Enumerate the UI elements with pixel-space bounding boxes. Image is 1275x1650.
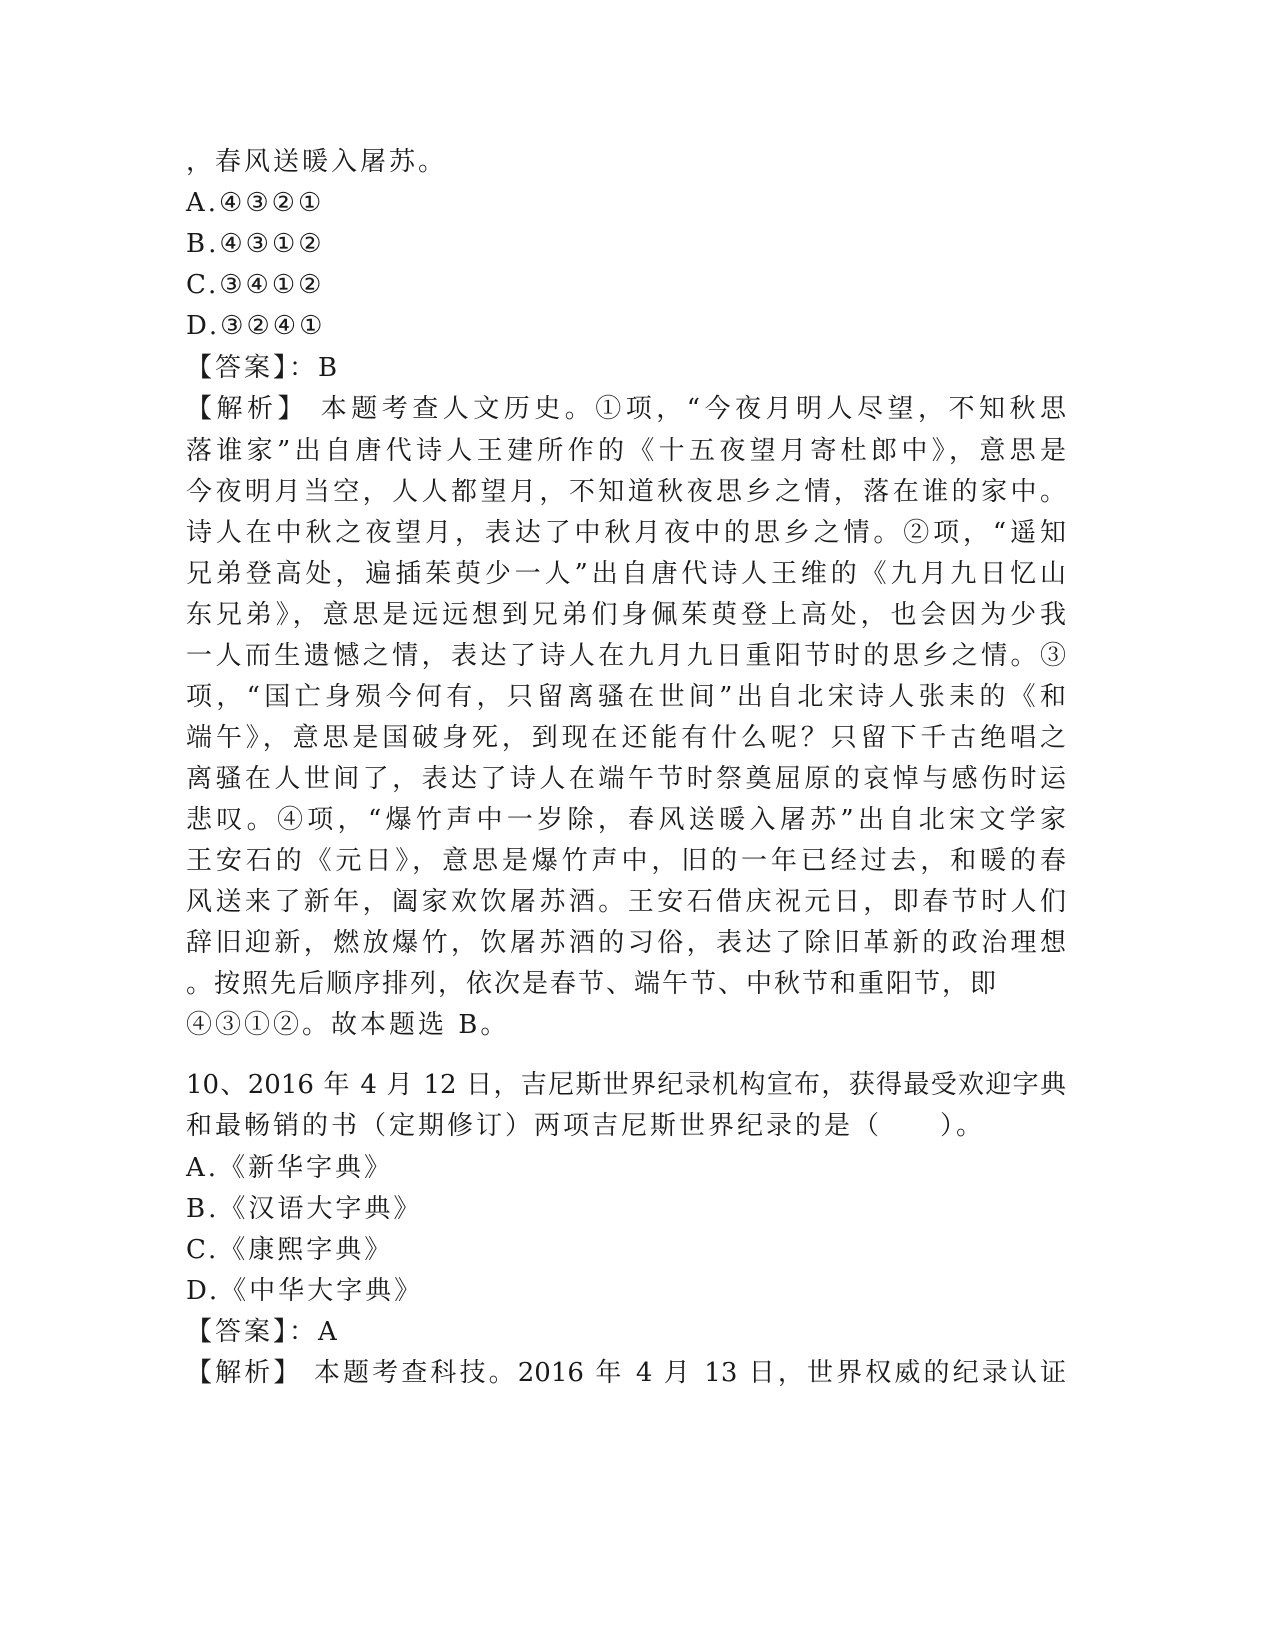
q9-option-c: C.③④①② — [186, 270, 325, 300]
q9-answer: 【答案】：B — [186, 353, 341, 383]
q9-analysis-line: 离骚在人世间了，表达了诗人在端午节时祭奠屈原的哀悼与感伤时运 — [186, 764, 1066, 794]
q9-option-b: B.④③①② — [186, 229, 325, 259]
q10-answer: 【答案】：A — [186, 1317, 340, 1347]
q9-analysis-line: 东兄弟》，意思是远远想到兄弟们身佩茱萸登上高处，也会因为少我 — [186, 600, 1066, 630]
q10-option-b: B.《汉语大字典》 — [186, 1194, 423, 1224]
q10-analysis-line: 【解析】 本题考查科技。2016 年 4 月 13 日，世界权威的纪录认证 — [186, 1358, 1066, 1388]
q9-analysis-line: ④③①②。故本题选 B。 — [186, 1010, 510, 1040]
q10-stem-line: 和最畅销的书（定期修订）两项吉尼斯世界纪录的是（ ）。 — [186, 1111, 986, 1141]
q9-analysis-line: 风送来了新年，阖家欢饮屠苏酒。王安石借庆祝元日，即春节时人们 — [186, 887, 1066, 917]
q9-analysis-line: 辞旧迎新，燃放爆竹，饮屠苏酒的习俗，表达了除旧革新的政治理想 — [186, 928, 1066, 958]
q9-option-d: D.③②④① — [186, 311, 326, 341]
q10-option-a: A.《新华字典》 — [186, 1153, 394, 1183]
q9-option-a: A.④③②① — [186, 188, 325, 218]
q9-stem-tail: ，春风送暖入屠苏。 — [186, 147, 448, 177]
q9-analysis-line: 项，“国亡身殒今何有，只留离骚在世间”出自北宋诗人张耒的《和 — [186, 682, 1066, 712]
q9-analysis-line: 。按照先后顺序排列，依次是春节、端午节、中秋节和重阳节，即 — [186, 969, 999, 999]
q9-analysis-line: 悲叹。④项，“爆竹声中一岁除，春风送暖入屠苏”出自北宋文学家 — [186, 805, 1066, 835]
q9-analysis-line: 一人而生遗憾之情，表达了诗人在九月九日重阳节时的思乡之情。③ — [186, 641, 1066, 671]
q9-analysis-line: 今夜明月当空，人人都望月，不知道秋夜思乡之情，落在谁的家中。 — [186, 477, 1066, 507]
q9-analysis-line: 端午》，意思是国破身死，到现在还能有什么呢？只留下千古绝唱之 — [186, 723, 1066, 753]
q10-option-c: C.《康熙字典》 — [186, 1235, 394, 1265]
q9-analysis-line: 王安石的《元日》，意思是爆竹声中，旧的一年已经过去，和暖的春 — [186, 846, 1066, 876]
q9-analysis-line: 诗人在中秋之夜望月，表达了中秋月夜中的思乡之情。②项，“遥知 — [186, 518, 1066, 548]
q10-stem-line: 10、2016 年 4 月 12 日，吉尼斯世界纪录机构宣布，获得最受欢迎字典 — [186, 1070, 1066, 1100]
q9-analysis-line: 【解析】 本题考查人文历史。①项，“今夜月明人尽望，不知秋思 — [186, 394, 1066, 424]
q10-option-d: D.《中华大字典》 — [186, 1276, 424, 1306]
q9-analysis-line: 兄弟登高处，遍插茱萸少一人”出自唐代诗人王维的《九月九日忆山 — [186, 559, 1066, 589]
q9-analysis-line: 落谁家”出自唐代诗人王建所作的《十五夜望月寄杜郎中》，意思是 — [186, 436, 1066, 466]
